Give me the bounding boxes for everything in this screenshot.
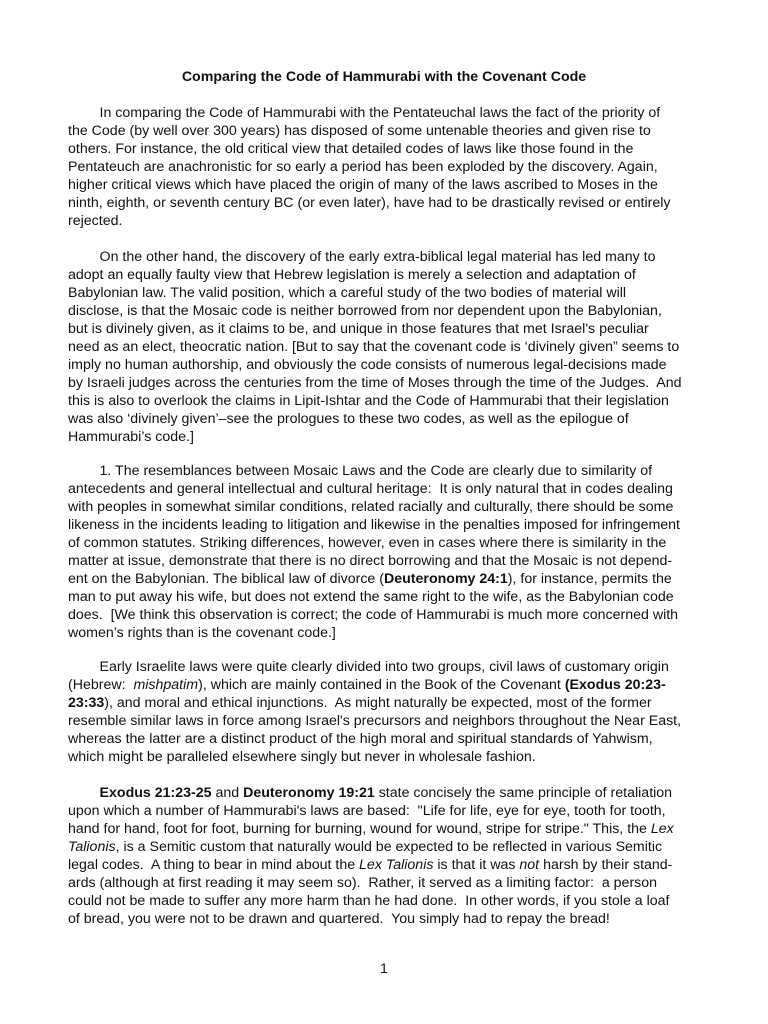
text-line xyxy=(68,516,728,534)
italic-term: not xyxy=(519,857,540,873)
text-line xyxy=(68,302,728,320)
text-line xyxy=(68,874,728,892)
text-segment: disclose, is that the Mosaic code is neither borrowed from nor dependent upon the Babylonian, xyxy=(68,303,662,319)
text-line xyxy=(68,176,728,194)
text-line xyxy=(68,462,728,480)
text-line xyxy=(68,140,728,158)
text-segment: 1. The resemblances between Mosaic Laws and the Code are clearly due to similarity of xyxy=(68,463,653,479)
text-line xyxy=(68,910,728,928)
text-line xyxy=(68,158,728,176)
text-line xyxy=(68,784,728,802)
text-line xyxy=(68,606,728,624)
text-line xyxy=(68,266,728,284)
text-segment: but is divinely given, as it claims to be, and unique in those features that met Israel's peculiar xyxy=(68,321,649,337)
text-segment: ), which are mainly contained in the Book of the Covenant xyxy=(198,677,565,693)
text-segment: harsh by their stand- xyxy=(539,857,673,873)
text-line xyxy=(68,712,728,730)
text-segment: likeness in the incidents leading to litigation and likewise in the penalties imposed for infringement xyxy=(68,517,680,533)
text-line xyxy=(68,480,728,498)
text-segment: resemble similar laws in force among Israel's precursors and neighbors throughout the Near East, xyxy=(68,713,682,729)
text-segment: does. [We think this observation is correct; the code of Hammurabi is much more concerned with xyxy=(68,607,679,623)
text-line xyxy=(68,552,728,570)
text-segment: this is also to overlook the claims in Lipit-Ishtar and the Code of Hammurabi that their legislation xyxy=(68,393,669,409)
text-line xyxy=(68,694,728,712)
text-segment: imply no human authorship, and obviously the code consists of numerous legal-decisions made xyxy=(68,357,667,373)
paragraph xyxy=(68,104,728,230)
paragraph xyxy=(68,784,728,928)
text-line xyxy=(68,104,728,122)
text-line xyxy=(68,588,728,606)
text-line xyxy=(68,676,728,694)
text-line xyxy=(68,392,728,410)
text-line xyxy=(68,410,728,428)
text-line xyxy=(68,730,728,748)
text-line xyxy=(68,374,728,392)
text-segment: whereas the latter are a distinct product of the high moral and spiritual standards of Yahwism, xyxy=(68,731,653,747)
text-segment: Hammurabi’s code.] xyxy=(68,429,194,445)
text-segment: women’s rights than is the covenant code.] xyxy=(68,625,336,641)
text-segment: the Code (by well over 300 years) has disposed of some untenable theories and given rise to xyxy=(68,123,651,139)
document-title: Comparing the Code of Hammurabi with the Covenant Code xyxy=(181,69,587,85)
text-segment: which might be paralleled elsewhere singly but never in wholesale fashion. xyxy=(68,749,536,765)
text-segment: ards (although at first reading it may seem so). Rather, it served as a limiting factor: a person xyxy=(68,875,658,891)
text-line xyxy=(68,802,728,820)
italic-term: Talionis xyxy=(68,839,116,855)
italic-term: mishpatim xyxy=(133,677,199,693)
text-segment: need as an elect, theocratic nation. [But to say that the covenant code is ‘divinely given” seems to xyxy=(68,339,680,355)
paragraph xyxy=(68,658,728,766)
text-line xyxy=(68,624,728,642)
italic-term: Lex xyxy=(650,821,674,837)
text-segment: others. For instance, the old critical view that detailed codes of laws like those found in the xyxy=(68,141,634,157)
bold-reference: Deuteronomy 24:1 xyxy=(384,571,508,587)
text-segment: legal codes. A thing to bear in mind about the xyxy=(68,857,360,873)
text-segment: Babylonian law. The valid position, which a careful study of the two bodies of material will xyxy=(68,285,627,301)
text-segment: of bread, you were not to be drawn and quartered. You simply had to repay the bread! xyxy=(68,911,610,927)
text-segment: upon which a number of Hammurabi's laws are based: "Life for life, eye for eye, tooth for tooth, xyxy=(68,803,666,819)
text-segment: ), for instance, permits the xyxy=(507,571,672,587)
text-segment: man to put away his wife, but does not extend the same right to the wife, as the Babylonian code xyxy=(68,589,674,605)
bold-reference: Deuteronomy 19:21 xyxy=(243,785,375,801)
text-segment: of common statutes. Striking differences, however, even in cases where there is similarity in the xyxy=(68,535,667,551)
text-segment: is that it was xyxy=(433,857,520,873)
text-line xyxy=(68,122,728,140)
text-segment: was also ‘divinely given’–see the prologues to these two codes, as well as the epilogue of xyxy=(68,411,629,427)
text-line xyxy=(68,428,728,446)
text-segment: rejected. xyxy=(68,213,123,229)
text-line xyxy=(68,534,728,552)
italic-term: Lex Talionis xyxy=(359,857,434,873)
text-segment: could not be made to suffer any more harm than he had done. In other words, if you stole a loaf xyxy=(68,893,670,909)
text-segment: antecedents and general intellectual and cultural heritage: It is only natural that in codes dealing xyxy=(68,481,673,497)
text-line xyxy=(68,856,728,874)
text-line xyxy=(68,338,728,356)
text-segment: state concisely the same principle of retaliation xyxy=(374,785,673,801)
text-segment: Pentateuch are anachronistic for so early a period has been exploded by the discovery. Again, xyxy=(68,159,658,175)
bold-reference: (Exodus 20:23- xyxy=(564,677,666,693)
text-line xyxy=(68,892,728,910)
text-segment: On the other hand, the discovery of the early extra-biblical legal material has led many to xyxy=(68,249,656,265)
text-segment: and xyxy=(211,785,244,801)
paragraph xyxy=(68,248,728,446)
text-segment xyxy=(68,785,100,801)
text-line xyxy=(68,748,728,766)
text-line xyxy=(68,838,728,856)
text-line xyxy=(68,194,728,212)
text-segment: matter at issue, demonstrate that there is no direct borrowing and that the Mosaic is not depend- xyxy=(68,553,673,569)
page-number: 1 xyxy=(380,961,388,977)
text-line xyxy=(68,498,728,516)
text-segment: adopt an equally faulty view that Hebrew legislation is merely a selection and adaptation of xyxy=(68,267,636,283)
text-line xyxy=(68,820,728,838)
text-segment: ), and moral and ethical injunctions. As might naturally be expected, most of the former xyxy=(104,695,652,711)
text-segment: ent on the Babylonian. The biblical law of divorce ( xyxy=(68,571,384,587)
text-segment: Early Israelite laws were quite clearly divided into two groups, civil laws of customary origin xyxy=(68,659,669,675)
text-line xyxy=(68,356,728,374)
bold-reference: 23:33 xyxy=(68,695,105,711)
text-segment: with peoples in somewhat similar conditions, related racially and culturally, there should be some xyxy=(68,499,674,515)
text-segment: by Israeli judges across the centuries from the time of Moses through the time of the Judges. And xyxy=(68,375,682,391)
text-segment: ninth, eighth, or seventh century BC (or even later), have had to be drastically revised or entirely xyxy=(68,195,671,211)
text-segment: , is a Semitic custom that naturally would be expected to be reflected in various Semitic xyxy=(115,839,663,855)
text-line xyxy=(68,212,728,230)
text-segment: hand for hand, foot for foot, burning for burning, wound for wound, stripe for stripe." This, the xyxy=(68,821,651,837)
text-line xyxy=(68,570,728,588)
text-segment: In comparing the Code of Hammurabi with the Pentateuchal laws the fact of the priority of xyxy=(68,105,661,121)
text-segment: (Hebrew: xyxy=(68,677,134,693)
text-line xyxy=(68,284,728,302)
text-line xyxy=(68,658,728,676)
text-segment: higher critical views which have placed the origin of many of the laws ascribed to Moses in the xyxy=(68,177,658,193)
paragraph xyxy=(68,462,728,642)
text-line xyxy=(68,320,728,338)
bold-reference: Exodus 21:23-25 xyxy=(99,785,212,801)
text-line xyxy=(68,248,728,266)
